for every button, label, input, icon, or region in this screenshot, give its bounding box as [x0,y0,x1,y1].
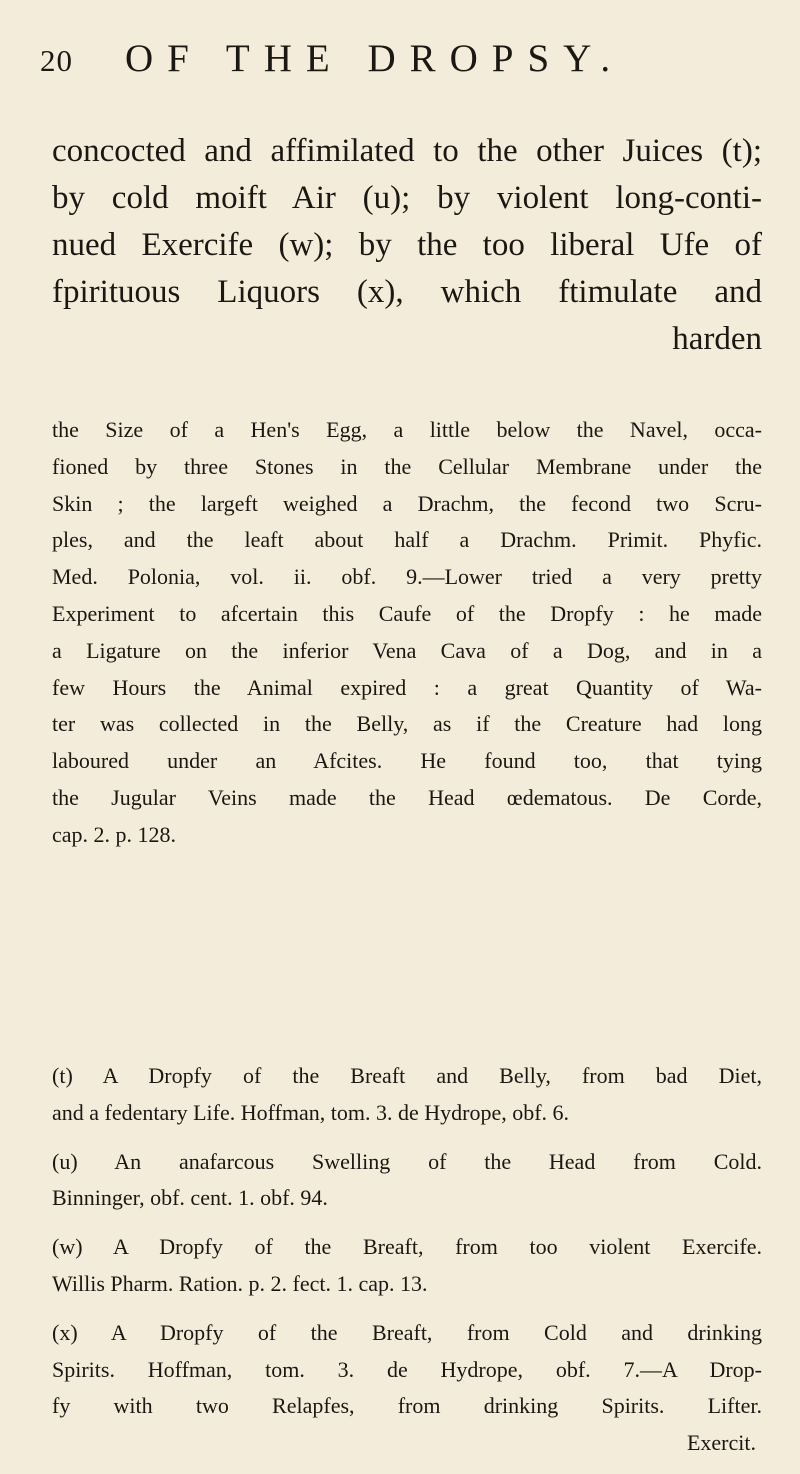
footnote-line: Willis Pharm. Ration. p. 2. fect. 1. cap. 13. [52,1270,428,1296]
footnote-t [52,1058,762,1132]
footnote-line: Binninger, obf. cent. 1. obf. 94. [52,1185,328,1211]
footnote-u [52,1144,762,1218]
main-text-line: by cold moift Air (u); by violent long-conti- [52,180,762,216]
footnote-line: the Size of a Hen's Egg, a little below the Navel, occa- [52,417,762,442]
page-number: 20 [40,43,73,78]
footnote-line: ter was collected in the Belly, as if the Creature had long [52,711,762,737]
main-text-line: fpirituous Liquors (x), which ftimulate and [52,274,762,310]
footnote-line: fioned by three Stones in the Cellular Membrane under the [52,453,762,479]
footnote-continued [52,412,762,854]
running-head [40,36,760,81]
footnote-w [52,1229,762,1303]
footnote-line: (x) A Dropfy of the Breaft, from Cold and drinking [52,1319,762,1345]
footnote-line: Med. Polonia, vol. ii. obf. 9.—Lower tried a very pretty [52,564,762,590]
footnote-line: Experiment to afcertain this Caufe of the Dropfy : he made [52,600,762,626]
footnote-line: (u) An anafarcous Swelling of the Head from Cold. [52,1148,762,1174]
footnote-line: Spirits. Hoffman, tom. 3. de Hydrope, obf. 7.—A Drop- [52,1356,762,1382]
footnote-line: (w) A Dropfy of the Breaft, from too violent Exercife. [52,1234,762,1260]
main-text [52,128,762,363]
footnote-line: a Ligature on the inferior Vena Cava of a Dog, and in a [52,637,762,663]
catchword: harden [672,321,762,357]
footnote-line: fy with two Relapfes, from drinking Spirits. Lifter. [52,1393,762,1419]
main-text-line: concocted and affimilated to the other Juices (t); [52,133,762,169]
footnote-x [52,1315,762,1462]
footnote-catchword: Exercit. [686,1430,756,1456]
main-text-line: nued Exercife (w); by the too liberal Ufe of [52,227,762,263]
footnote-line: ples, and the leaft about half a Drachm. Primit. Phyfic. [52,527,762,553]
footnotes [52,1058,762,1474]
footnote-line: few Hours the Animal expired : a great Quantity of Wa- [52,674,762,700]
running-title: OF THE DROPSY. [125,37,625,80]
footnote-line: the Jugular Veins made the Head œdematous. De Corde, [52,784,762,810]
footnote-line: laboured under an Afcites. He found too, that tying [52,748,762,774]
footnote-line: Skin ; the largeft weighed a Drachm, the fecond two Scru- [52,490,762,516]
footnote-line: (t) A Dropfy of the Breaft and Belly, from bad Diet, [52,1063,762,1088]
footnote-line: and a fedentary Life. Hoffman, tom. 3. de Hydrope, obf. 6. [52,1099,570,1125]
footnote-line: cap. 2. p. 128. [52,821,177,847]
